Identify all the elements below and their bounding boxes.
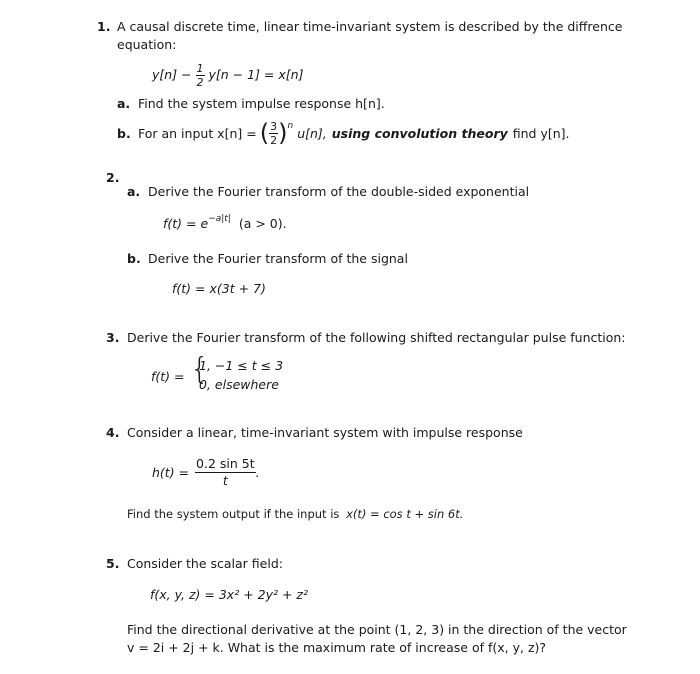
q1-number: 1. bbox=[97, 19, 111, 34]
q2a-equation bbox=[163, 216, 287, 231]
q1-text-line1: A causal discrete time, linear time-invariant system is described by the diffrence bbox=[117, 19, 623, 34]
q1b-label: b. bbox=[117, 126, 131, 141]
q1b-fraction bbox=[269, 120, 278, 147]
q3-brace: { bbox=[190, 352, 210, 387]
q1b-text-un: u[n], bbox=[297, 125, 327, 141]
q3-case2: 0, elsewhere bbox=[199, 377, 279, 392]
q1-text-line2: equation: bbox=[117, 37, 177, 52]
q2a-eq-post: (a > 0). bbox=[238, 216, 287, 231]
q4-eq-den: t bbox=[222, 473, 228, 488]
q5-equation: f(x, y, z) = 3x² + 2y² + z² bbox=[150, 587, 308, 602]
q4-find-line bbox=[127, 507, 463, 521]
q2a-eq-exp: −a|t| bbox=[208, 214, 231, 224]
q4-eq-lhs: h(t) = bbox=[152, 465, 190, 480]
q1-eq-right: y[n − 1] = x[n] bbox=[208, 67, 304, 82]
q5-number: 5. bbox=[106, 556, 120, 571]
q1b-text-post: find y[n]. bbox=[512, 125, 570, 141]
q4-eq-fraction bbox=[195, 456, 256, 489]
q2a-label: a. bbox=[127, 184, 141, 199]
q2b-text: Derive the Fourier transform of the signal bbox=[148, 251, 408, 266]
q1b-frac-num: 3 bbox=[270, 119, 278, 133]
q4-eq-num: 0.2 sin 5t bbox=[196, 456, 255, 471]
q3-text: Derive the Fourier transform of the following shifted rectangular pulse function: bbox=[127, 330, 626, 345]
q1a-text: Find the system impulse response h[n]. bbox=[138, 96, 385, 111]
q1-eq-frac-num: 1 bbox=[196, 62, 204, 75]
q1-eq-fraction bbox=[196, 62, 205, 89]
q2a-text: Derive the Fourier transform of the double-sided exponential bbox=[148, 184, 530, 199]
q2b-label: b. bbox=[127, 251, 141, 266]
q1-eq-left: y[n] − bbox=[152, 67, 192, 82]
q1b-frac-den: 2 bbox=[270, 133, 278, 147]
q1b-right-paren: ) bbox=[278, 119, 288, 147]
q4-equation bbox=[152, 456, 260, 489]
q5-find-line2: v = 2i + 2j + k. What is the maximum rate of increase of f(x, y, z)? bbox=[127, 640, 547, 655]
q4-number: 4. bbox=[106, 425, 120, 440]
q5-find-line1: Find the directional derivative at the point (1, 2, 3) in the direction of the vector bbox=[127, 622, 627, 637]
q2-number: 2. bbox=[106, 170, 120, 185]
q1-eq-frac-den: 2 bbox=[196, 76, 204, 89]
q4-eq-end: . bbox=[255, 465, 260, 480]
q4-find-text-eq: x(t) = cos t + sin 6t. bbox=[346, 507, 464, 521]
q1b-left-paren: ( bbox=[259, 119, 270, 147]
q4-text: Consider a linear, time-invariant system with impulse response bbox=[127, 425, 523, 440]
q2a-eq-pre: f(t) = e bbox=[163, 216, 209, 231]
q3-case1: 1, −1 ≤ t ≤ 3 bbox=[199, 358, 284, 373]
q4-find-text-pre: Find the system output if the input is bbox=[127, 507, 340, 521]
q5-text: Consider the scalar field: bbox=[127, 556, 283, 571]
q1b-line bbox=[138, 117, 570, 149]
q3-eq-lhs: f(t) = bbox=[151, 369, 185, 384]
q1a-label: a. bbox=[117, 96, 131, 111]
q3-number: 3. bbox=[106, 330, 120, 345]
q1-equation bbox=[152, 62, 303, 89]
q1b-exponent: n bbox=[287, 121, 294, 131]
q1b-text-bold: using convolution theory bbox=[331, 125, 508, 141]
q1b-text-pre: For an input x[n] = bbox=[138, 125, 257, 141]
q2b-equation: f(t) = x(3t + 7) bbox=[172, 281, 266, 296]
